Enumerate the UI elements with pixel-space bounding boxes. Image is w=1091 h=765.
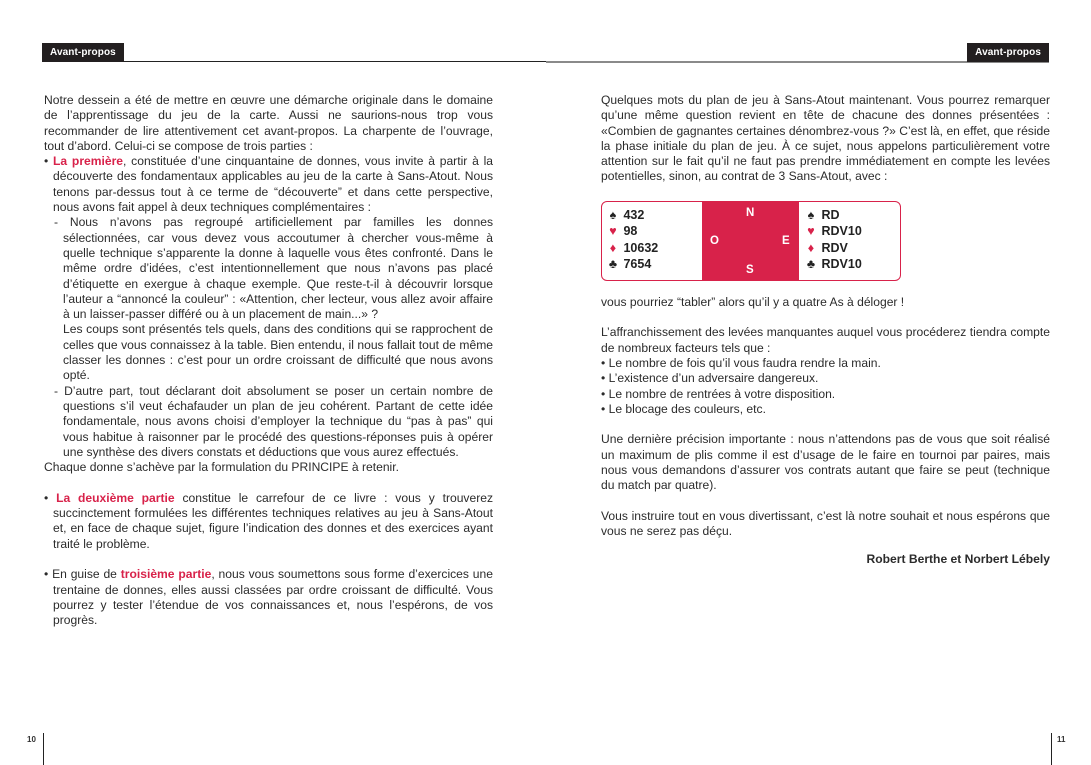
east-hand — [804, 207, 862, 273]
factor-text: Le blocage des couleurs, etc. — [608, 401, 766, 416]
hand-row — [606, 256, 658, 273]
hand-row — [606, 223, 658, 240]
part1-subitem-1-continued: Les coups sont présentés tels quels, dans des conditions qui se rapprochent de celles que vous connaissez à la table. Bien entendu, il nous fallait tout de même classer les donnes : c’est pour un ordre croissant de difficulté que nous avons opté. — [63, 322, 493, 383]
compass-west: O — [710, 234, 719, 247]
part2-highlight: La deuxième partie — [56, 490, 175, 505]
card-holding: RDV10 — [821, 257, 862, 272]
factor-item: • Le nombre de rentrées à votre disposition. — [601, 386, 836, 401]
part3-highlight: troisième partie — [120, 567, 212, 582]
club-icon: ♣ — [608, 257, 618, 272]
part1-subitem-2: - D’autre part, tout déclarant doit absolument se poser un certain nombre de questions s’il veut échafauder un plan de jeu cohérent. Partant de cette idée fondamentale, nous avons choisi d’employer la technique du “pas à pas” qui vous habitue à raisonner par le procédé des questions-réponses puis à opérer une synthèse des divers constats et déductions que vous aurez effectués. — [54, 383, 493, 459]
right-text-column — [601, 93, 1050, 567]
left-text-column — [44, 93, 493, 628]
section-header-tab: Avant-propos — [42, 43, 124, 62]
compass-east: E — [782, 234, 790, 247]
folio-rule — [43, 733, 44, 765]
hand-row — [606, 207, 658, 224]
precision-paragraph: Une dernière précision importante : nous n’attendons pas de vous que soit réalisé un maximum de plis comme il est d’usage de le faire en tournoi par paires, mais nous vous demandons d’assurer vos contrats autant que faire se peut (technique du match par quatre). — [601, 432, 1050, 493]
hand-row — [804, 256, 862, 273]
part1-subitem-1-text: Nous n’avons pas regroupé artificiellement par familles les donnes sélectionnées, car vous devez vous accoutumer à chercher vous-même à quelle technique s’apparente la donne à laquelle vous êtes confronté. Dans le même ordre d’idées, c’est intentionnellement que nous n’avons pas placé d’étiquette en exergue à chaque exemple. Que reste-t-il à découvrir lorsque l’auteur a “annoncé la couleur” : «Attention, cher lecteur, vous allez avoir affaire à un laisser-passer différé ou à un placement de main...» ? — [63, 215, 494, 322]
compass-south: S — [746, 263, 754, 276]
diamond-icon: ♦ — [807, 240, 815, 255]
factor-item: • L’existence d’un adversaire dangereux. — [601, 371, 819, 386]
factor-item: • Le blocage des couleurs, etc. — [601, 401, 766, 416]
card-holding: RDV10 — [821, 224, 862, 239]
spade-icon: ♠ — [807, 207, 815, 222]
page-number: 11 — [1057, 735, 1066, 744]
factor-item: • Le nombre de fois qu’il vous faudra rendre la main. — [601, 355, 881, 370]
author-signature: Robert Berthe et Norbert Lébely — [866, 551, 1050, 566]
card-holding: 432 — [623, 207, 645, 222]
diamond-icon: ♦ — [609, 240, 617, 255]
part2-text: constitue le carrefour de ce livre : vous y trouverez succinctement formulées les différentes techniques relatives au jeu à Sans-Atout et, en face de chaque sujet, figure l’indication des donnes et des exercices ayant traité le problème. — [53, 490, 493, 551]
heart-icon: ♥ — [807, 224, 815, 239]
section-header-tab: Avant-propos — [967, 43, 1049, 62]
compass-north: N — [746, 206, 755, 219]
card-holding: 7654 — [623, 257, 652, 272]
card-holding: 10632 — [623, 240, 659, 255]
card-holding: RDV — [821, 240, 848, 255]
card-holding: 98 — [623, 224, 638, 239]
part1-text: , constituée d’une cinquantaine de donnes, vous invite à partir à la découverte des fondamentaux applicables au jeu de la carte à Sans-Atout. Nous tenons par-dessus tout à ce terme de “découverte” et dans cette perspective, nous avons fait appel à deux techniques complémentaires : — [53, 154, 493, 215]
card-holding: RD — [821, 207, 840, 222]
heart-icon: ♥ — [609, 224, 617, 239]
hand-row — [606, 240, 658, 257]
compass-table — [702, 202, 799, 280]
spade-icon: ♠ — [609, 207, 617, 222]
intro-paragraph: Notre dessein a été de mettre en œuvre une démarche originale dans le domaine de l’apprentissage du jeu de la carte. Aussi ne saurions-nous trop vous recommander de lire attentivement cet avant-propos. La charpente de l’ouvrage, tout d’abord. Celui-ci se compose de trois parties : — [44, 93, 493, 153]
part3-prefix: En guise de — [52, 567, 121, 582]
part1-highlight: La première — [53, 154, 124, 169]
part1-subitem-1: - Nous n’avons pas regroupé artificiellement par familles les donnes sélectionnées, car vous devez vous accoutumer à chercher vous-même à quelle technique s’apparente la donne à laquelle vous êtes confronté. Dans le même ordre d’idées, c’est intentionnellement que nous n’avons pas placé d’étiquette en exergue à chaque exemple. Que reste-t-il à découvrir lorsque l’auteur a “annoncé la couleur” : «Attention, cher lecteur, vous allez avoir affaire à un laisser-passer différé ou à un placement de main...» ? — [54, 215, 494, 322]
part3-text: , nous vous soumettons sous forme d’exercices une trentaine de donnes, elles aussi classées par ordre croissant de difficulté. Vous pourrez y tester l’étendue de vos connaissances et, nous l’espérons, de vos progrès. — [53, 567, 493, 628]
hand-row — [804, 223, 862, 240]
hand-row — [804, 240, 862, 257]
hand-row — [804, 207, 862, 224]
part3-item: • En guise de troisième partie, nous vous soumettons sous forme d’exercices une trentaine de donnes, elles aussi classées par ordre croissant de difficulté. Vous pourrez y tester l’étendue de vos connaissances et, nous l’espérons, de vos progrès. — [44, 567, 493, 628]
after-deal-sentence: vous pourriez “tabler” alors qu’il y a quatre As à déloger ! — [601, 294, 905, 309]
factor-text: L’existence d’un adversaire dangereux. — [608, 371, 819, 386]
closing-paragraph: Vous instruire tout en vous divertissant, c’est là notre souhait et nous espérons que vous ne serez pas déçu. — [601, 508, 1050, 539]
part1-item: • La première, constituée d’une cinquantaine de donnes, vous invite à partir à la découverte des fondamentaux applicables au jeu de la carte à Sans-Atout. Nous tenons par-dessus tout à ce terme de “découverte” et dans cette perspective, nous avons fait appel à deux techniques complémentaires : — [44, 154, 493, 215]
part1-subitem-2-text: D’autre part, tout déclarant doit absolument se poser un certain nombre de questions s’il veut échafauder un plan de jeu cohérent. Partant de cette idée fondamentale, nous avons choisi d’employer la technique du “pas à pas” qui vous habitue à raisonner par le procédé des questions-réponses puis à opérer une synthèse des divers constats et déductions que vous aurez effectués. — [63, 383, 493, 459]
factors-intro: L’affranchissement des levées manquantes auquel vous procéderez tiendra compte de nombreux facteurs tels que : — [601, 325, 1050, 355]
folio-rule — [1051, 733, 1052, 765]
page-number: 10 — [27, 735, 36, 744]
bridge-deal-diagram — [601, 201, 901, 281]
principle-note: Chaque donne s’achève par la formulation du PRINCIPE à retenir. — [44, 460, 399, 475]
factor-text: Le nombre de fois qu’il vous faudra rendre la main. — [608, 355, 881, 370]
factor-text: Le nombre de rentrées à votre disposition. — [608, 386, 836, 401]
part2-item: • La deuxième partie constitue le carrefour de ce livre : vous y trouverez succinctement formulées les différentes techniques relatives au jeu à Sans-Atout et, en face de chaque sujet, figure l’indication des donnes et des exercices ayant traité le problème. — [44, 490, 493, 551]
club-icon: ♣ — [806, 257, 816, 272]
plan-intro-paragraph: Quelques mots du plan de jeu à Sans-Atout maintenant. Vous pourrez remarquer qu’une même question revient en tête de chacune des donnes présentées : «Combien de gagnantes certaines dénombrez-vous ?» C’est là, en effet, que réside la phase initiale du plan de jeu. À ce sujet, nous appelons particulièrement votre attention sur le fait qu’il ne faut pas prendre immédiatement en compte les levées potentielles, sinon, au contrat de 3 Sans-Atout, avec : — [601, 93, 1050, 184]
right-page — [546, 0, 1091, 765]
west-hand — [606, 207, 658, 273]
